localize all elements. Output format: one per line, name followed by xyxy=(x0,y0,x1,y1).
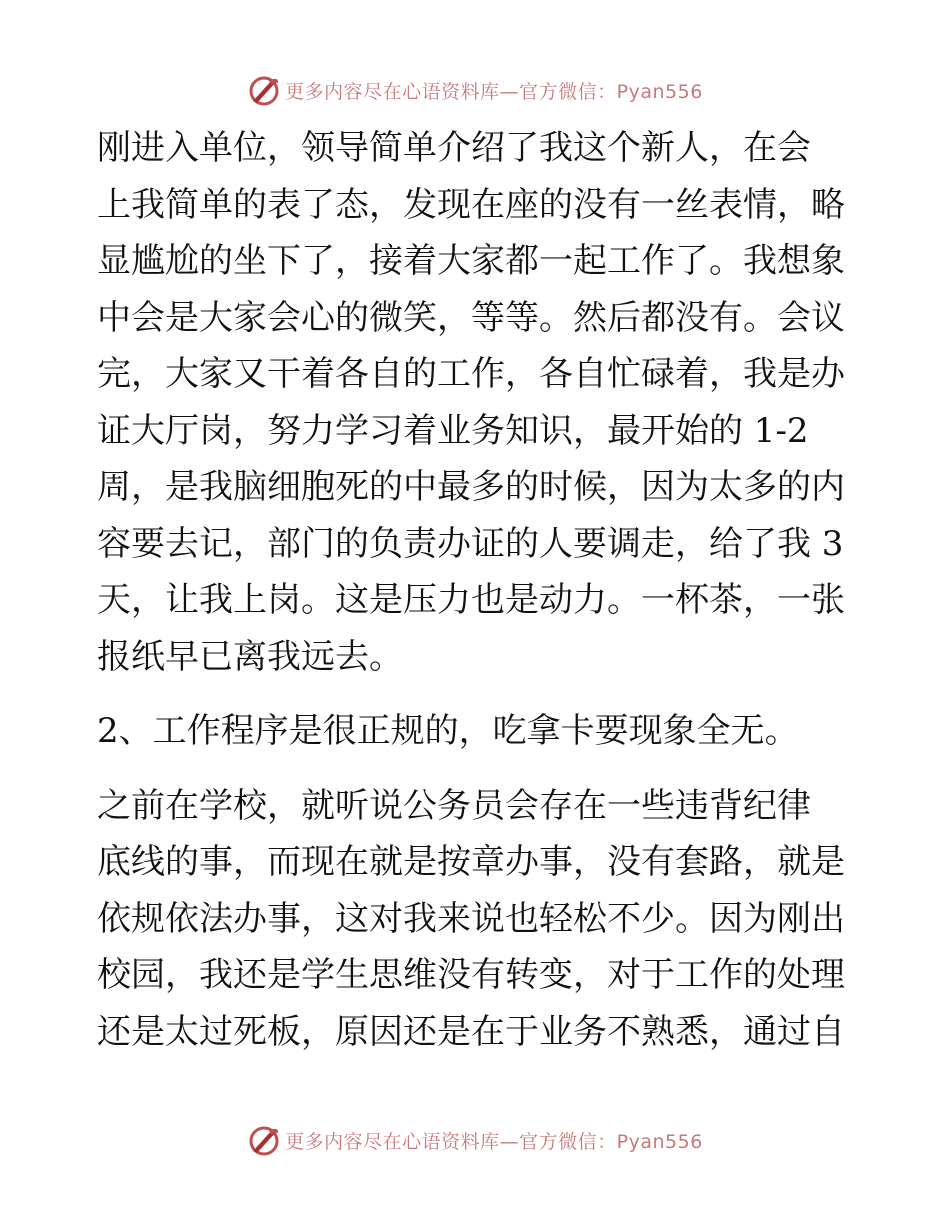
section-heading-2 xyxy=(97,703,857,760)
text-line: 周，是我脑细胞死的中最多的时候，因为太多的内 xyxy=(97,467,845,507)
text-line: 显尴尬的坐下了，接着大家都一起工作了。我想象 xyxy=(97,241,845,281)
quill-pen-circle-icon xyxy=(247,73,281,107)
text-line: 证大厅岗，努力学习着业务知识，最开始的 1-2 xyxy=(97,410,809,451)
text-line: 容要去记，部门的负责办证的人要调走，给了我 3 xyxy=(97,523,844,564)
watermark-text: 更多内容尽在心语资料库—官方微信：Pyan556 xyxy=(285,80,703,103)
text-line: 刚进入单位，领导简单介绍了我这个新人，在会 xyxy=(97,128,811,168)
document-body xyxy=(97,120,857,1060)
text-line: 还是太过死板，原因还是在于业务不熟悉，通过自 xyxy=(97,1011,845,1052)
text-line: 中会是大家会心的微笑，等等。然后都没有。会议 xyxy=(97,297,845,338)
watermark-text: 更多内容尽在心语资料库—官方微信：Pyan556 xyxy=(285,1130,703,1153)
footer-watermark xyxy=(0,1120,950,1160)
text-line: 之前在学校，就听说公务员会存在一些违背纪律 xyxy=(97,785,811,826)
text-line: 依规依法办事，这对我来说也轻松不少。因为刚出 xyxy=(97,898,845,939)
text-line: 校园，我还是学生思维没有转变，对于工作的处理 xyxy=(97,955,845,995)
text-line: 报纸早已离我远去。 xyxy=(97,636,403,677)
paragraph-1 xyxy=(97,120,857,685)
paragraph-2 xyxy=(97,778,857,1061)
text-line: 上我简单的表了态，发现在座的没有一丝表情，略 xyxy=(97,184,845,225)
quill-pen-circle-icon xyxy=(247,1123,281,1157)
text-line: 天，让我上岗。这是压力也是动力。一杯茶，一张 xyxy=(97,580,845,620)
text-line: 完，大家又干着各自的工作，各自忙碌着，我是办 xyxy=(97,354,845,394)
heading-text: 2、工作程序是很正规的，吃拿卡要现象全无。 xyxy=(97,711,799,751)
text-line: 底线的事，而现在就是按章办事，没有套路，就是 xyxy=(97,842,845,882)
header-watermark xyxy=(0,70,950,110)
